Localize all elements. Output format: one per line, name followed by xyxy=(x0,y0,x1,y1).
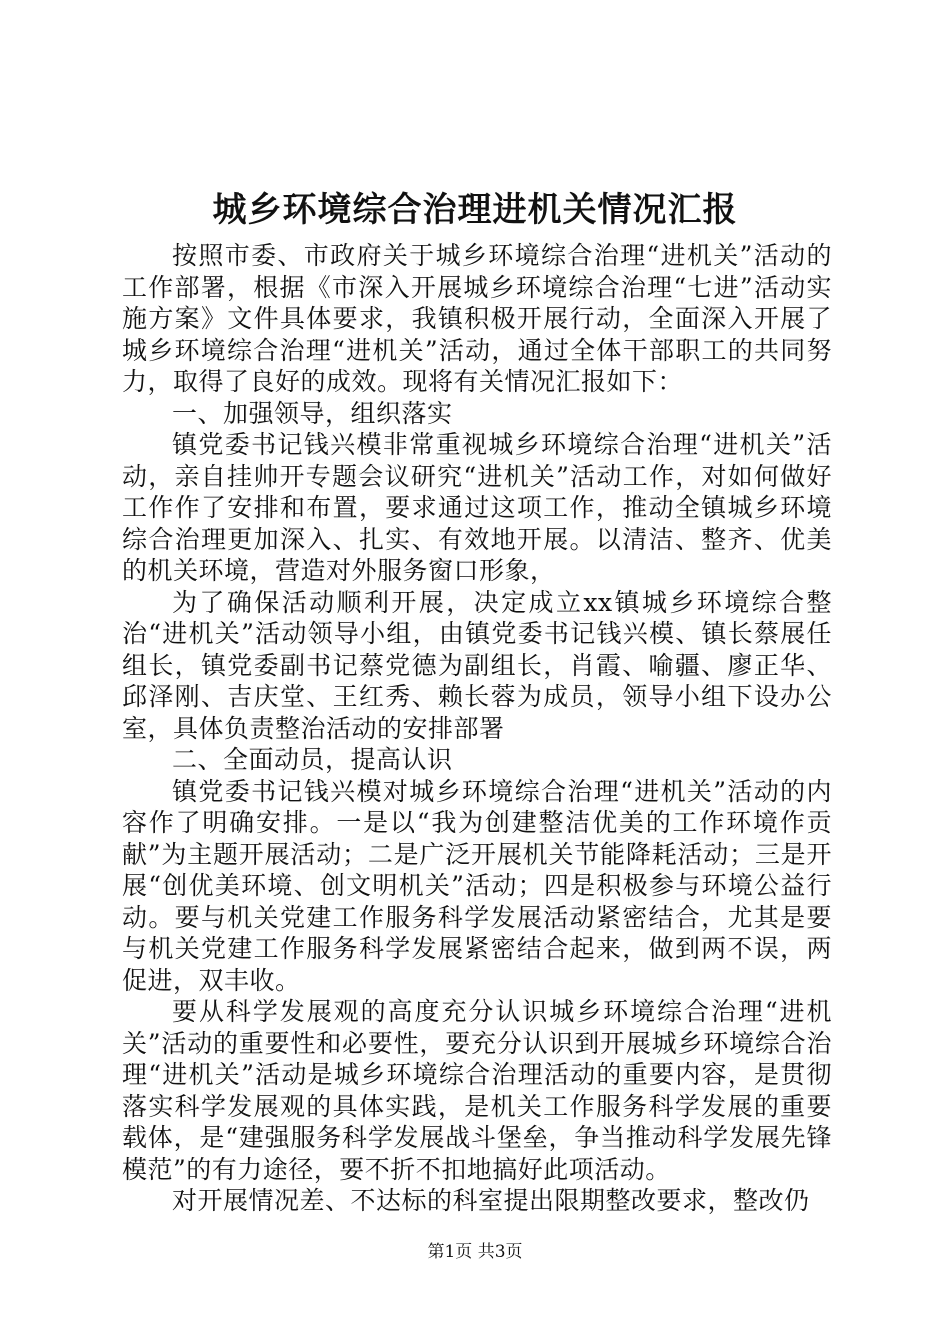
section-1-paragraph-1: 镇党委书记钱兴模非常重视城乡环境综合治理“进机关”活动，亲自挂帅开专题会议研究“进机关”活动工作，对如何做好工作作了安排和布置，要求通过这项工作，推动全镇城乡环境综合治理更加深入、扎实、有效地开展。以清洁、整齐、优美的机关环境，营造对外服务窗口形象， xyxy=(122,430,832,585)
section-1-paragraph-2: 为了确保活动顺利开展，决定成立xx镇城乡环境综合整治“进机关”活动领导小组，由镇党委书记钱兴模、镇长蔡展任组长，镇党委副书记蔡党德为副组长，肖霞、喻疆、廖正华、邱泽刚、吉庆堂、王红秀、赖长蓉为成员，领导小组下设办公室，具体负责整治活动的安排部署 xyxy=(122,587,832,743)
section-2-paragraph-3: 对开展情况差、不达标的科室提出限期整改要求，整改仍 xyxy=(172,1186,810,1215)
section-heading-1: 一、加强领导，组织落实 xyxy=(172,398,453,428)
section-2-paragraph-2: 要从科学发展观的高度充分认识城乡环境综合治理“进机关”活动的重要性和必要性，要充分认识到开展城乡环境综合治理“进机关”活动是城乡环境综合治理活动的重要内容，是贯彻落实科学发展观的具体实践，是机关工作服务科学发展的重要载体，是“建强服务科学发展战斗堡垒，争当推动科学发展先锋模范”的有力途径，要不折不扣地搞好此项活动。 xyxy=(122,997,832,1184)
section-heading-2: 二、全面动员，提高认识 xyxy=(172,745,453,774)
page-number-footer: 第1页 共3页 xyxy=(427,1242,523,1262)
document-title: 城乡环境综合治理进机关情况汇报 xyxy=(212,190,738,230)
intro-paragraph: 按照市委、市政府关于城乡环境综合治理“进机关”活动的工作部署，根据《市深入开展城乡环境综合治理“七进”活动实施方案》文件具体要求，我镇积极开展行动，全面深入开展了城乡环境综合治理“进机关”活动，通过全体干部职工的共同努力，取得了良好的成效。现将有关情况汇报如下： xyxy=(122,241,832,396)
document-body xyxy=(122,240,832,1217)
section-2-paragraph-1: 镇党委书记钱兴模对城乡环境综合治理“进机关”活动的内容作了明确安排。一是以“我为创建整洁优美的工作环境作贡献”为主题开展活动；二是广泛开展机关节能降耗活动；三是开展“创优美环境、创文明机关”活动；四是积极参与环境公益行动。要与机关党建工作服务科学发展活动紧密结合，尤其是要与机关党建工作服务科学发展紧密结合起来，做到两不误，两促进，双丰收。 xyxy=(122,776,832,995)
